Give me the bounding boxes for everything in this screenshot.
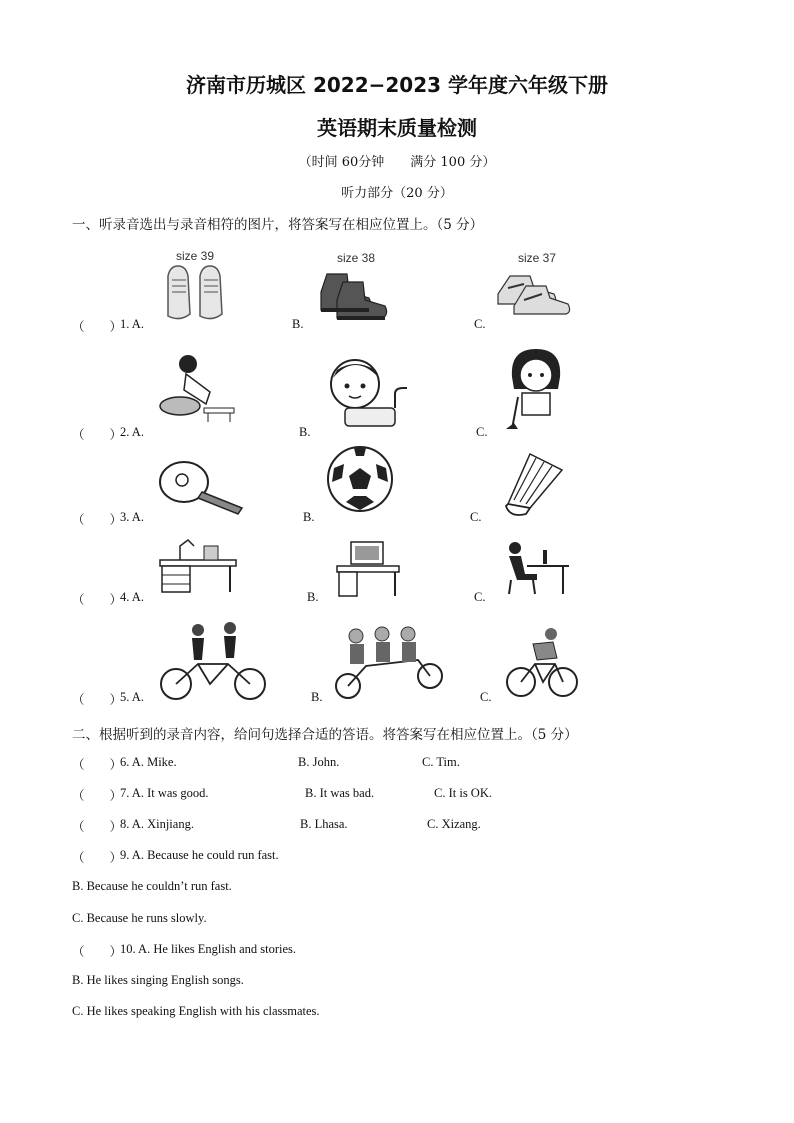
q3-option-b: B. — [303, 510, 315, 524]
answer-bracket[interactable]: （ ） — [72, 320, 123, 334]
tandem-bike-two-icon — [158, 620, 268, 702]
sports-shoes-icon — [494, 248, 576, 324]
q8-option-b: B. Lhasa. — [300, 817, 348, 831]
ping-pong-paddle-icon — [158, 458, 248, 516]
q1-option-c: C. — [474, 317, 486, 331]
q9-option-b: B. Because he couldn’t run fast. — [72, 879, 232, 893]
q4-option-c: C. — [474, 590, 486, 604]
q3-option-c: C. — [470, 510, 482, 524]
q9-option-c: C. Because he runs slowly. — [72, 911, 207, 925]
q4-label: 4. A. — [120, 590, 144, 604]
answer-bracket[interactable]: （ ） — [72, 851, 123, 865]
q6-option-b: B. John. — [298, 755, 340, 769]
q3-label: 3. A. — [120, 510, 144, 524]
q1-label: 1. A. — [120, 317, 144, 331]
answer-bracket[interactable]: （ ） — [72, 758, 123, 772]
answer-bracket[interactable]: （ ） — [72, 693, 123, 707]
q5-option-b: B. — [311, 690, 323, 704]
football-icon — [326, 444, 396, 516]
page-title: 济南市历城区 2022−2023 学年度六年级下册 — [185, 73, 608, 97]
q6-option-a: 6. A. Mike. — [120, 755, 177, 769]
desk-with-lamp-icon — [158, 536, 238, 596]
answer-bracket[interactable]: （ ） — [72, 593, 123, 607]
computer-desk-icon — [335, 540, 401, 598]
size-label-c: size 37 — [518, 251, 557, 265]
answer-bracket[interactable]: （ ） — [72, 820, 123, 834]
triple-bike-icon — [334, 626, 446, 702]
girl-washing-clothes-icon — [158, 350, 240, 430]
q8-option-a: 8. A. Xinjiang. — [120, 817, 194, 831]
q2-option-c: C. — [476, 425, 488, 439]
q2-label: 2. A. — [120, 425, 144, 439]
hiking-boots-icon — [313, 248, 395, 324]
answer-bracket[interactable]: （ ） — [72, 428, 123, 442]
q9-option-a: 9. A. Because he could run fast. — [120, 848, 279, 862]
q4-option-b: B. — [307, 590, 319, 604]
section2-heading: 二、根据听到的录音内容，给问句选择合适的答语。将答案写在相应位置上。（5 分） — [72, 727, 578, 743]
listening-part-label: 听力部分（20 分） — [341, 186, 453, 201]
shuttlecock-icon — [500, 448, 570, 520]
time-score: （时间 60分钟 满分 100 分） — [298, 155, 496, 170]
boy-washing-face-icon — [325, 354, 411, 434]
person-at-computer-icon — [503, 540, 569, 596]
cyclist-icon — [505, 624, 579, 700]
q7-option-b: B. It was bad. — [305, 786, 375, 800]
girl-sweeping-icon — [504, 347, 568, 433]
q1-option-b: B. — [292, 317, 304, 331]
answer-bracket[interactable]: （ ） — [72, 789, 123, 803]
answer-bracket[interactable]: （ ） — [72, 945, 123, 959]
q2-option-b: B. — [299, 425, 311, 439]
answer-bracket[interactable]: （ ） — [72, 513, 123, 527]
q7-option-a: 7. A. It was good. — [120, 786, 209, 800]
q6-option-c: C. Tim. — [422, 755, 460, 769]
q7-option-c: C. It is OK. — [434, 786, 492, 800]
size-label-a: size 39 — [176, 249, 215, 263]
q8-option-c: C. Xizang. — [427, 817, 481, 831]
q10-option-a: 10. A. He likes English and stories. — [120, 942, 297, 956]
q10-option-b: B. He likes singing English songs. — [72, 973, 244, 987]
section1-heading: 一、听录音选出与录音相符的图片，将答案写在相应位置上。（5 分） — [72, 217, 484, 233]
q5-option-c: C. — [480, 690, 492, 704]
page-subtitle: 英语期末质量检测 — [317, 116, 477, 140]
q10-option-c: C. He likes speaking English with his classmates. — [72, 1004, 320, 1018]
sneakers-icon — [160, 246, 240, 324]
size-label-b: size 38 — [337, 251, 376, 265]
q5-label: 5. A. — [120, 690, 144, 704]
